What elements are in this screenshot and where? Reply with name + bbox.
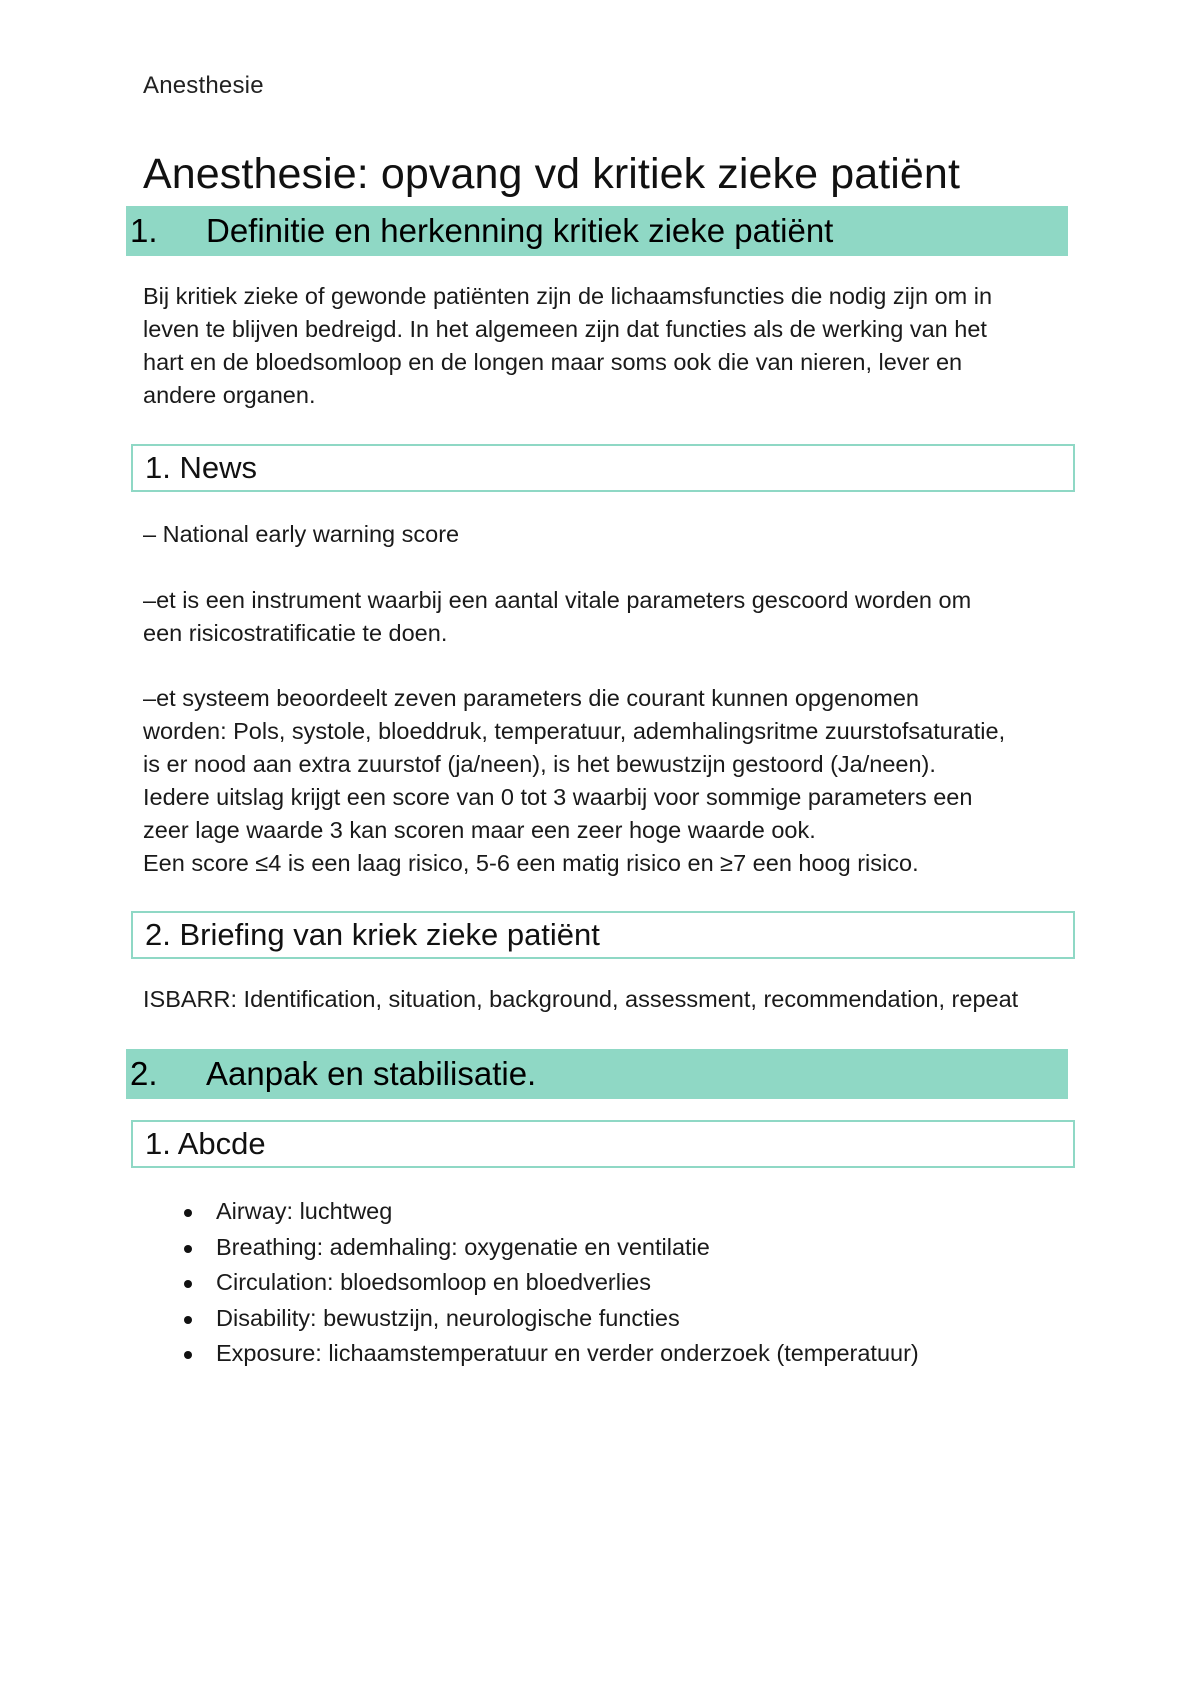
abcde-list — [180, 1194, 919, 1372]
section-heading-text: Definitie en herkenning kritiek zieke patiënt — [206, 212, 834, 249]
bullet-icon — [184, 1209, 192, 1217]
section-heading-2 — [126, 1049, 1068, 1099]
news-instrument-paragraph — [143, 584, 1073, 650]
paragraph-line: een risicostratificatie te doen. — [143, 620, 448, 646]
subsection-heading-abcde: 1. Abcde — [131, 1120, 1075, 1168]
intro-paragraph — [143, 280, 1073, 412]
list-item-text: Circulation: bloedsomloop en bloedverlies — [216, 1269, 652, 1295]
news-parameters-paragraph — [143, 682, 1073, 880]
list-item — [180, 1336, 919, 1372]
section-heading-text: Aanpak en stabilisatie. — [206, 1055, 537, 1092]
list-item — [180, 1194, 919, 1230]
paragraph-line: hart en de bloedsomloop en de longen maar soms ook die van nieren, lever en — [143, 349, 963, 375]
paragraph-line: –et is een instrument waarbij een aantal vitale parameters gescoord worden om — [143, 587, 972, 613]
bullet-icon — [184, 1316, 192, 1324]
running-header: Anesthesie — [143, 72, 264, 99]
document-title: Anesthesie: opvang vd kritiek zieke patiënt — [143, 150, 960, 198]
subsection-heading-news: 1. News — [131, 444, 1075, 492]
paragraph-line: andere organen. — [143, 382, 316, 408]
list-item-text: Breathing: ademhaling: oxygenatie en ventilatie — [216, 1233, 710, 1260]
bullet-icon — [184, 1351, 192, 1359]
paragraph-line: Iedere uitslag krijgt een score van 0 tot 3 waarbij voor sommige parameters een — [143, 784, 973, 810]
section-heading-1 — [126, 206, 1068, 256]
list-item-text: Disability: bewustzijn, neurologische functies — [216, 1304, 680, 1331]
paragraph-line: –et systeem beoordeelt zeven parameters die courant kunnen opgenomen — [143, 685, 919, 711]
paragraph-line: is er nood aan extra zuurstof (ja/neen), is het bewustzijn gestoord (Ja/neen). — [143, 751, 936, 777]
paragraph-line: Een score ≤4 is een laag risico, 5-6 een matig risico en ≥7 een hoog risico. — [143, 850, 919, 876]
paragraph-line: zeer lage waarde 3 kan scoren maar een zeer hoge waarde ook. — [143, 817, 816, 843]
bullet-icon — [184, 1245, 192, 1253]
section-number: 2. — [130, 1055, 158, 1092]
subsection-heading-briefing: 2. Briefing van kriek zieke patiënt — [131, 911, 1075, 959]
paragraph-line: worden: Pols, systole, bloeddruk, temperatuur, ademhalingsritme zuurstofsaturatie, — [143, 718, 1006, 744]
paragraph-line: ISBARR: Identification, situation, background, assessment, recommendation, repeat — [143, 986, 1019, 1012]
section-number: 1. — [130, 212, 158, 249]
isbarr-paragraph — [143, 983, 1073, 1016]
paragraph-line: Bij kritiek zieke of gewonde patiënten zijn de lichaamsfuncties die nodig zijn om in — [143, 283, 993, 309]
bullet-icon — [184, 1280, 192, 1288]
list-item-text: Airway: luchtweg — [216, 1198, 393, 1224]
news-definition — [143, 518, 1073, 551]
paragraph-line: – National early warning score — [143, 521, 460, 547]
list-item — [180, 1265, 919, 1301]
paragraph-line: leven te blijven bedreigd. In het algemeen zijn dat functies als de werking van het — [143, 316, 987, 342]
list-item-text: Exposure: lichaamstemperatuur en verder onderzoek (temperatuur) — [216, 1340, 919, 1366]
list-item — [180, 1230, 919, 1266]
list-item — [180, 1301, 919, 1337]
